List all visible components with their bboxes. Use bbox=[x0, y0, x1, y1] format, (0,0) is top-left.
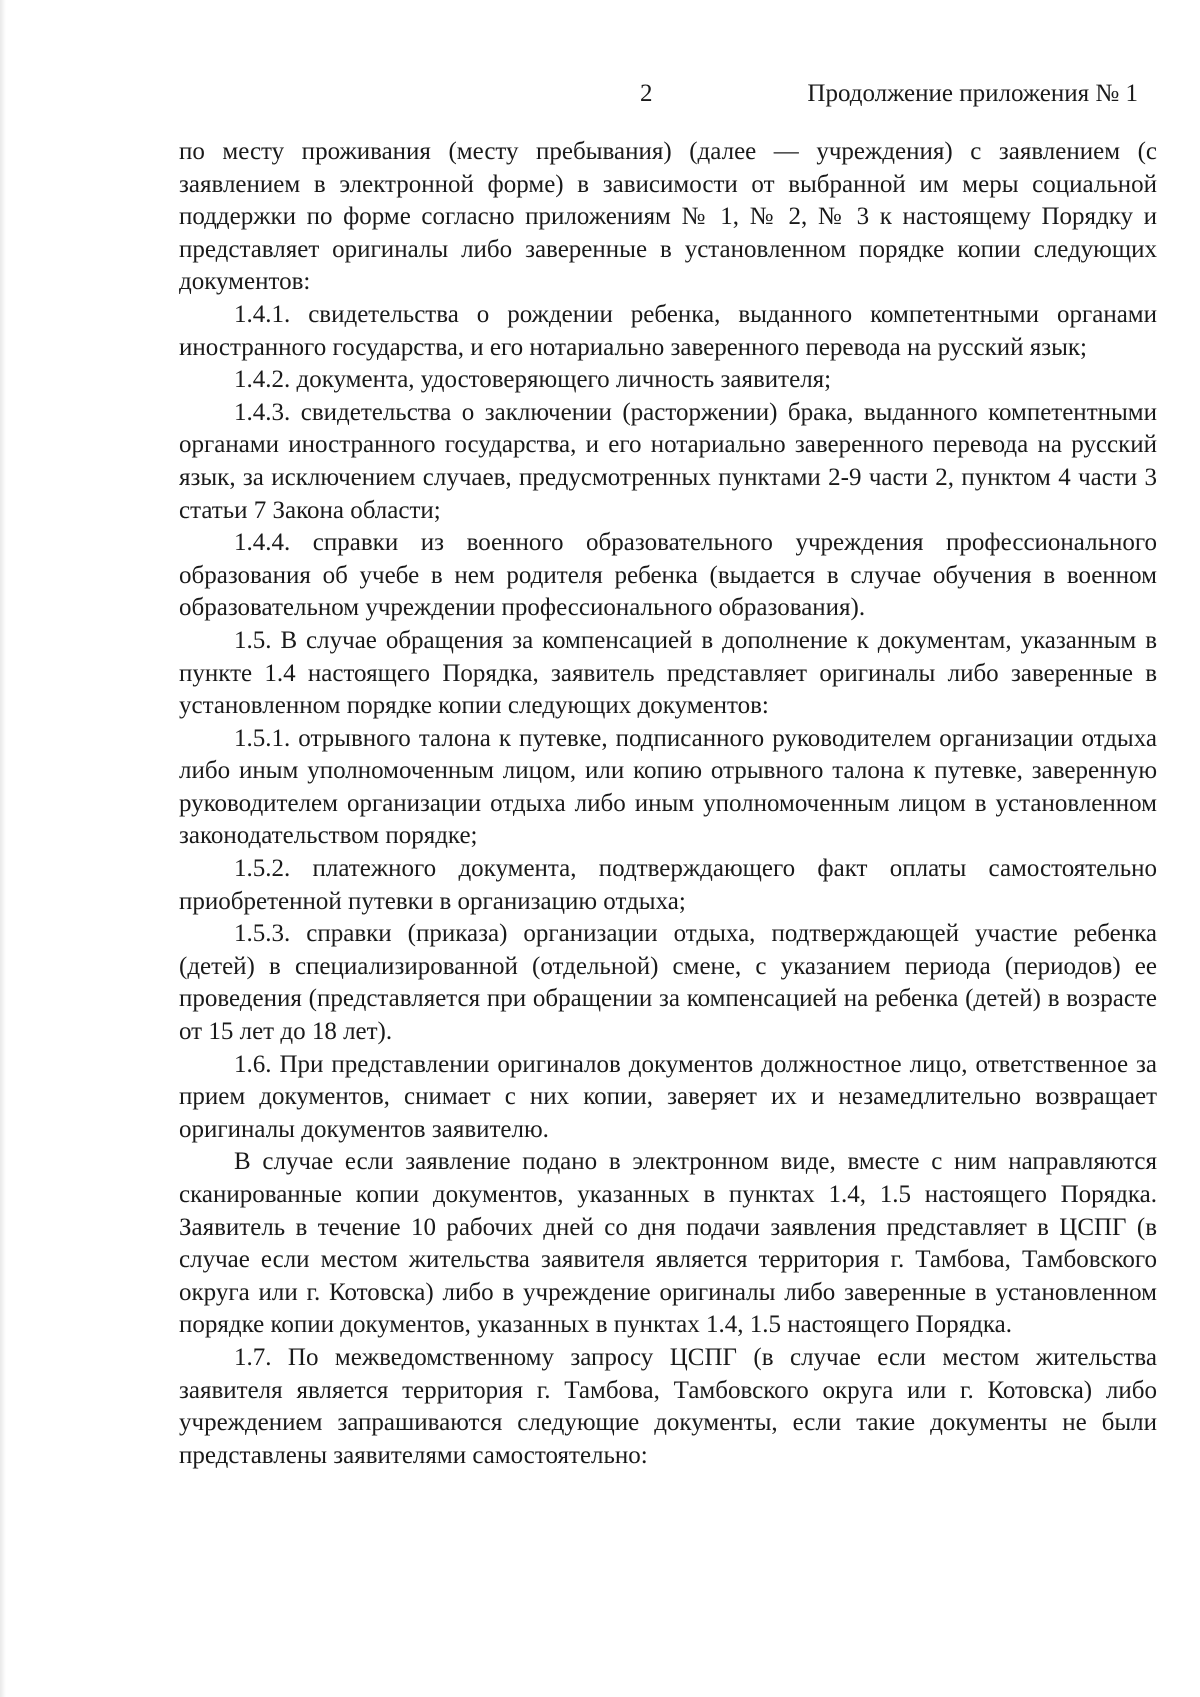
paragraph-1-5-3: 1.5.3. справки (приказа) организации отдыха, подтверждающей участие ребенка (детей) в специализированной (отдельной) смене, с указанием периода (периодов) ее проведения (представляется при обращении за компенсацией на ребенка (детей) в возрасте от 15 лет до 18 лет). bbox=[179, 920, 1157, 1046]
document-body bbox=[179, 136, 1157, 1472]
paragraph-electronic-submission: В случае если заявление подано в электронном виде, вместе с ним направляются сканированные копии документов, указанных в пунктах 1.4, 1.5 настоящего Порядка. Заявитель в течение 10 рабочих дней со дня подачи заявления представляет в ЦСПГ (в случае если местом жительства заявителя является территория г. Тамбова, Тамбовского округа или г. Котовска) либо в учреждение оригиналы либо заверенные в установленном порядке копии документов, указанных в пунктах 1.4, 1.5 настоящего Порядка. bbox=[179, 1148, 1157, 1339]
paragraph-1-5: 1.5. В случае обращения за компенсацией в дополнение к документам, указанным в пункте 1.4 настоящего Порядка, заявитель представляет оригиналы либо заверенные в установленном порядке копии следующих документов: bbox=[179, 626, 1157, 720]
paragraph-intro-continuation: по месту проживания (месту пребывания) (далее — учреждения) с заявлением (с заявлением в электронной форме) в зависимости от выбранной им меры социальной поддержки по форме согласно приложениям № 1, № 2, № 3 к настоящему Порядку и представляет оригиналы либо заверенные в установленном порядке копии следующих документов: bbox=[179, 138, 1157, 296]
paragraph-1-5-2: 1.5.2. платежного документа, подтверждающего факт оплаты самостоятельно приобретенной путевки в организацию отдыха; bbox=[179, 855, 1157, 915]
page-number: 2 bbox=[640, 80, 653, 107]
scan-edge-shadow bbox=[0, 0, 6, 1697]
paragraph-1-4-1: 1.4.1. свидетельства о рождении ребенка, выданного компетентными органами иностранного государства, и его нотариально заверенного перевода на русский язык; bbox=[179, 300, 1157, 361]
appendix-continuation-label: Продолжение приложения № 1 bbox=[807, 80, 1138, 107]
paragraph-1-7: 1.7. По межведомственному запросу ЦСПГ (в случае если местом жительства заявителя является территория г. Тамбова, Тамбовского округа или г. Котовска) либо учреждением запрашиваются следующие документы, если такие документы не были представлены заявителями самостоятельно: bbox=[179, 1343, 1157, 1469]
paragraph-1-4-4: 1.4.4. справки из военного образовательного учреждения профессионального образования об учебе в нем родителя ребенка (выдается в случае обучения в военном образовательном учреждении профессионального образования). bbox=[179, 529, 1157, 622]
paragraph-1-4-3: 1.4.3. свидетельства о заключении (расторжении) брака, выданного компетентными органами иностранного государства, и его нотариально заверенного перевода на русский язык, за исключением случаев, предусмотренных пунктами 2-9 части 2, пунктом 4 части 3 статьи 7 Закона области; bbox=[179, 398, 1157, 524]
paragraph-1-5-1: 1.5.1. отрывного талона к путевке, подписанного руководителем организации отдыха либо иным уполномоченным лицом, или копию отрывного талона к путевке, заверенную руководителем организации отдыха либо иным уполномоченным лицом в установленном законодательством порядке; bbox=[179, 724, 1157, 850]
page-header bbox=[0, 74, 1200, 114]
paragraph-1-6: 1.6. При представлении оригиналов документов должностное лицо, ответственное за прием документов, снимает с них копии, заверяет их и незамедлительно возвращает оригиналы документов заявителю. bbox=[179, 1050, 1157, 1143]
paragraph-1-4-2: 1.4.2. документа, удостоверяющего личность заявителя; bbox=[234, 366, 832, 394]
